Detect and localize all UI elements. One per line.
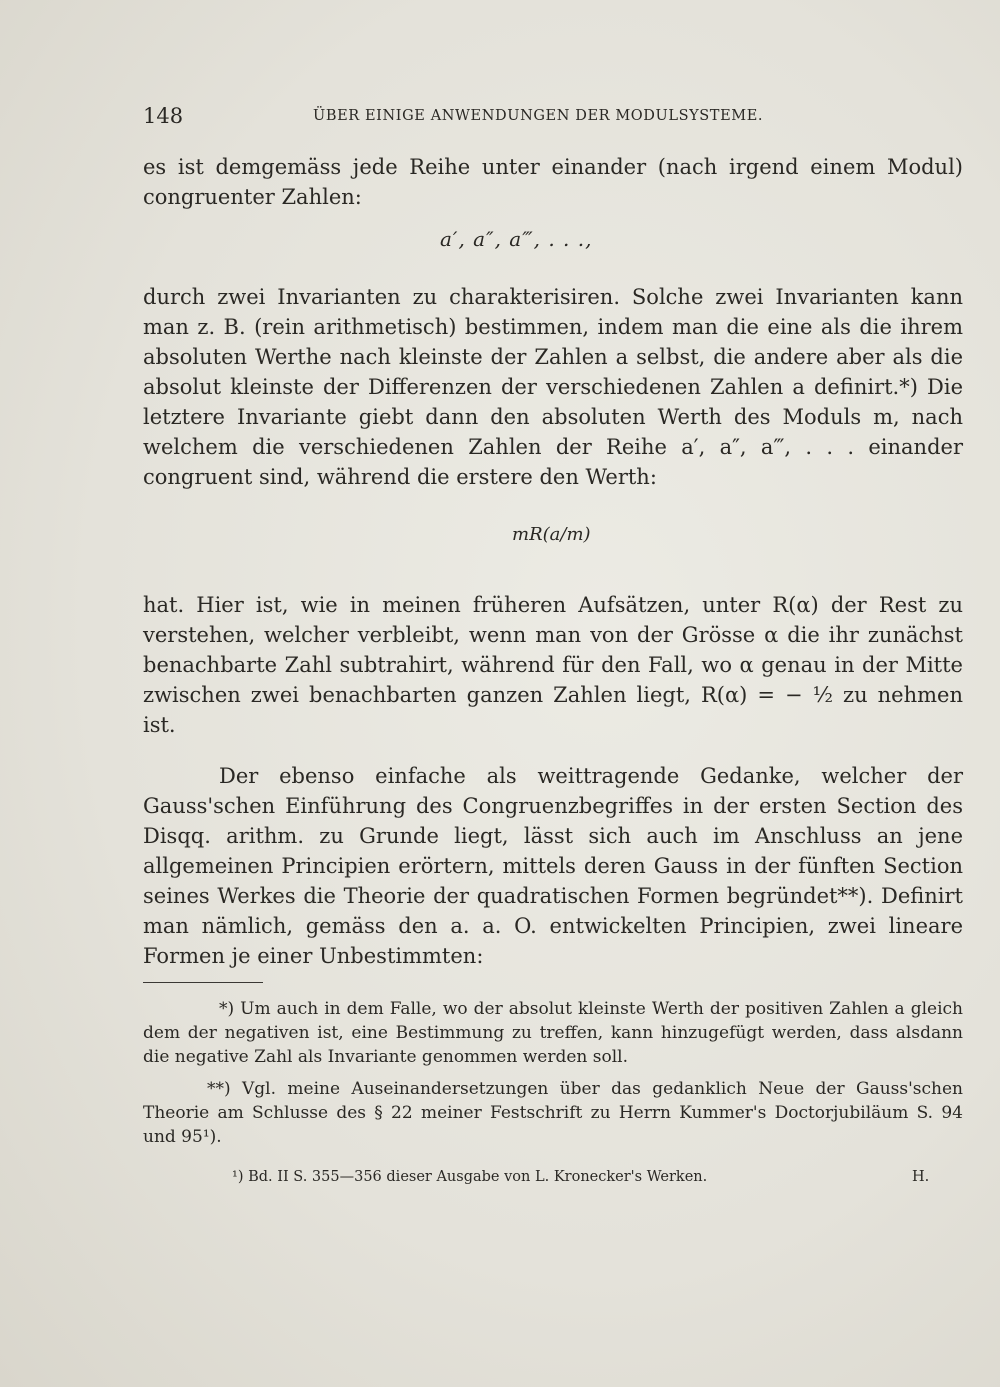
- paragraph-4: Der ebenso einfache als weittragende Gedanke, welcher der Gauss'schen Einführung des Congruenzbegriffes in der ersten Section des Disqq. arithm. zu Grunde liegt, lässt sich auch im Anschluss an jene allgemeinen Principien erörtern, mittels deren Gauss in der fünften Section seines Werkes die Theorie der quadratischen Formen begründet**). Definirt man nämlich, gemäss den a. a. O. entwickelten Principien, zwei lineare Formen je einer Unbestimmten:: [143, 764, 963, 968]
- page-header: [143, 104, 963, 134]
- paragraph-1: es ist demgemäss jede Reihe unter einander (nach irgend einem Modul) congruenter Zahlen:: [143, 155, 963, 209]
- paragraph-2: durch zwei Invarianten zu charakterisiren. Solche zwei Invarianten kann man z. B. (rein arithmetisch) bestimmen, indem man die eine als die ihrem absoluten Werthe nach kleinste der Zahlen a selbst, die andere aber als die absolut kleinste der Differenzen der verschiedenen Zahlen a definirt.*) Die letztere Invariante giebt dann den absoluten Werth des Moduls m, nach welchem die verschiedenen Zahlen der Reihe a′, a″, a‴, . . . einander congruent sind, während die erstere den Werth:: [143, 285, 963, 489]
- editor-initial: H.: [912, 1169, 930, 1185]
- editor-note: ¹) Bd. II S. 355—356 dieser Ausgabe von L. Kronecker's Werken.: [232, 1169, 708, 1185]
- footnote-1: *) Um auch in dem Falle, wo der absolut kleinste Werth der positiven Zahlen a gleich dem der negativen ist, eine Bestimmung zu treffen, kann hinzugefügt werden, dass alsdann die negative Zahl als Invariante genommen werden soll.: [143, 999, 963, 1067]
- formula-mr: mR(a/m): [512, 524, 591, 545]
- running-title: ÜBER EINIGE ANWENDUNGEN DER MODULSYSTEME.: [313, 108, 764, 124]
- footnote-rule: [143, 982, 263, 983]
- paragraph-3: hat. Hier ist, wie in meinen früheren Aufsätzen, unter R(α) der Rest zu verstehen, welcher verbleibt, wenn man von der Grösse α die ihr zunächst benachbarte Zahl subtrahirt, während für den Fall, wo α genau in der Mitte zwischen zwei benachbarten ganzen Zahlen liegt, R(α) = − ½ zu nehmen ist.: [143, 593, 963, 737]
- page-number: 148: [143, 104, 184, 128]
- footnote-2: **) Vgl. meine Auseinandersetzungen über das gedanklich Neue der Gauss'schen Theorie am Schlusse des § 22 meiner Festschrift zu Herrn Kummer's Doctorjubiläum S. 94 und 95¹).: [143, 1079, 963, 1147]
- formula-sequence: a′, a″, a‴, . . .,: [440, 227, 593, 251]
